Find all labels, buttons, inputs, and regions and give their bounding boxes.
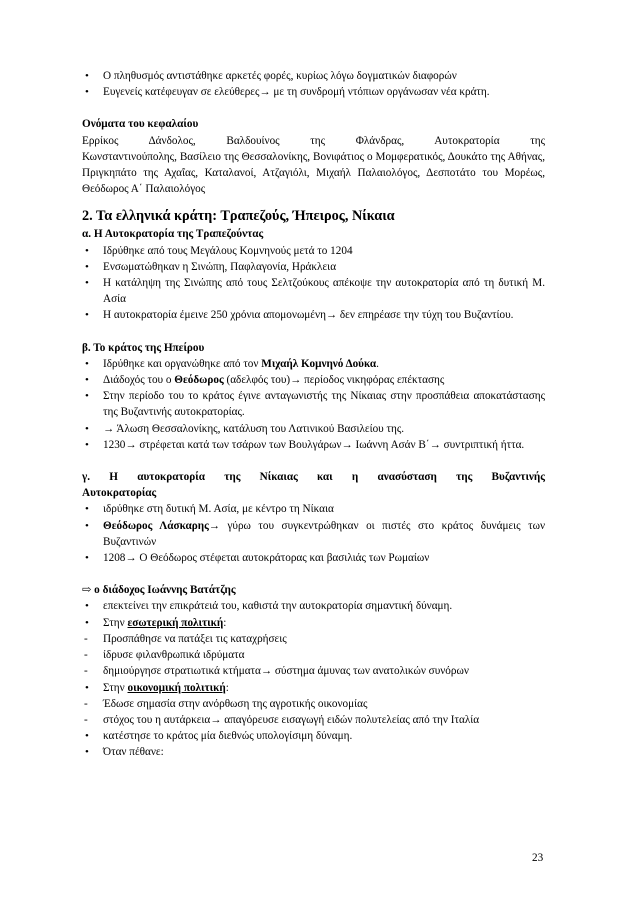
list-item [82,356,545,372]
successor-name: Θεόδωρος [174,374,224,387]
list-item: - στόχος του η αυτάρκεια→ απαγόρευσε εισαγωγή ειδών πολυτελείας από την Ιταλία [82,712,545,728]
names-heading: Ονόματα του κεφαλαίου [82,118,199,131]
text: . [376,357,379,370]
names-line-1: Ερρίκος Δάνδολος, Βαλδουίνος της Φλάνδρας, Αυτοκρατορία της [82,134,545,147]
list-item: • Η αυτοκρατορία έμεινε 250 χρόνια απομονωμένη→ δεν επηρέασε την τύχη του Βυζαντίου. [82,307,545,323]
top-bullet-list [82,68,545,100]
page-number: 23 [532,852,544,864]
document-page [82,68,545,761]
list-item: - ίδρυσε φιλανθρωπικά ιδρύματα [82,647,545,663]
section-a-list [82,243,545,324]
list-item: • Όταν πέθανε: [82,744,545,760]
list-item: - Προσπάθησε να πατάξει τις καταχρήσεις [82,631,545,647]
list-item: • Ιδρύθηκε από τους Μεγάλους Κομνηνούς μετά το 1204 [82,243,545,259]
list-item: • επεκτείνει την επικράτειά του, καθιστά την αυτοκρατορία σημαντική δύναμη. [82,598,545,614]
list-item [82,680,545,696]
text: Στην [103,616,128,629]
list-item: • 1230→ στρέφεται κατά των τσάρων των Βουλγάρων→ Ιωάννη Ασάν Β΄→ συντριπτική ήττα. [82,437,545,453]
successor-title: ο διάδοχος Ιωάννης Βατάτζης [91,584,236,597]
internal-policy-sublist [82,631,545,680]
list-item: • Στην περίοδο του το κράτος έγινε ανταγωνιστής της Νίκαιας στην προσπάθεια αποκατάστασης της Βυζαντινής αυτοκρατορίας. [82,388,545,420]
text: : [225,681,229,694]
list-item [82,518,545,550]
internal-policy-label: εσωτερική πολιτική [127,616,224,629]
list-item: • Ο πληθυσμός αντιστάθηκε αρκετές φορές, κυρίως λόγω δογματικών διαφορών [82,68,545,84]
section-a-title: α. Η Αυτοκρατορία της Τραπεζούντας [82,228,264,241]
text: → γύρω του συγκεντρώθηκαν οι πιστές στο κράτος δυνάμεις των Βυζαντινών [103,519,545,548]
section-d-list-2 [82,680,545,696]
section-c-list [82,501,545,566]
section-c-title-line-2: Αυτοκρατορίας [82,487,157,500]
list-item: • → Άλωση Θεσσαλονίκης, κατάλυση του Λατινικού Βασιλείου της. [82,421,545,437]
section-2-title: 2. Τα ελληνικά κράτη: Τραπεζούς, Ήπειρος, Νίκαια [82,208,395,225]
list-item: • 1208→ Ο Θεόδωρος στέφεται αυτοκράτορας και βασιλιάς των Ρωμαίων [82,550,545,566]
list-item [82,615,545,631]
names-rest: Κωνσταντινούπολης, Βασίλειο της Θεσσαλονίκης, Βονιφάτιος ο Μομφερατικός, Δουκάτο της Αθήνας, Πριγκηπάτο της Αχαΐας, Καταλανοί, Ατζαγιόλι, Μιχαήλ Παλαιολόγος, Δεσποτάτο του Μορέως, Θεόδωρος Α΄ Παλαιολόγος [82,150,545,196]
founder-name: Μιχαήλ Κομνηνό Δούκα [261,357,377,370]
list-item: - Έδωσε σημασία στην ανόρθωση της αγροτικής οικονομίας [82,696,545,712]
list-item: • κατέστησε το κράτος μία διεθνώς υπολογίσιμη δύναμη. [82,728,545,744]
list-item: • Ενσωματώθηκαν η Σινώπη, Παφλαγονία, Ηράκλεια [82,259,545,275]
text: Διάδοχός του ο [103,374,175,387]
list-item [82,372,545,388]
text: (αδελφός του)→ περίοδος νικηφόρας επέκτασης [223,374,445,387]
list-item: • Ευγενείς κατέφευγαν σε ελεύθερες→ με τη συνδρομή ντόπιων οργάνωσαν νέα κράτη. [82,84,545,100]
economic-policy-sublist [82,696,545,728]
text: Στην [103,681,128,694]
text: Ιδρύθηκε και οργανώθηκε από τον [103,357,262,370]
section-b-title: β. Το κράτος της Ηπείρου [82,341,205,354]
section-d-list [82,598,545,630]
text: : [223,616,227,629]
list-item: • ιδρύθηκε στη δυτική Μ. Ασία, με κέντρο τη Νίκαια [82,501,545,517]
list-item: - δημιούργησε στρατιωτικά κτήματα→ σύστημα άμυνας των ανατολικών συνόρων [82,663,545,679]
section-d-list-3 [82,728,545,760]
section-b-list [82,356,545,453]
founder-name: Θεόδωρος Λάσκαρης [103,519,209,532]
list-item: • Η κατάληψη της Σινώπης από τους Σελτζούκους απέκοψε την αυτοκρατορία από τη δυτική Μ. Ασία [82,275,545,307]
hollow-arrow-icon: ⇨ [82,584,92,597]
section-c-title-line-1: γ. Η αυτοκρατορία της Νίκαιας και η ανασύσταση της Βυζαντινής [82,471,545,484]
successor-heading [82,582,545,598]
economic-policy-label: οικονομική πολιτική [127,681,226,694]
